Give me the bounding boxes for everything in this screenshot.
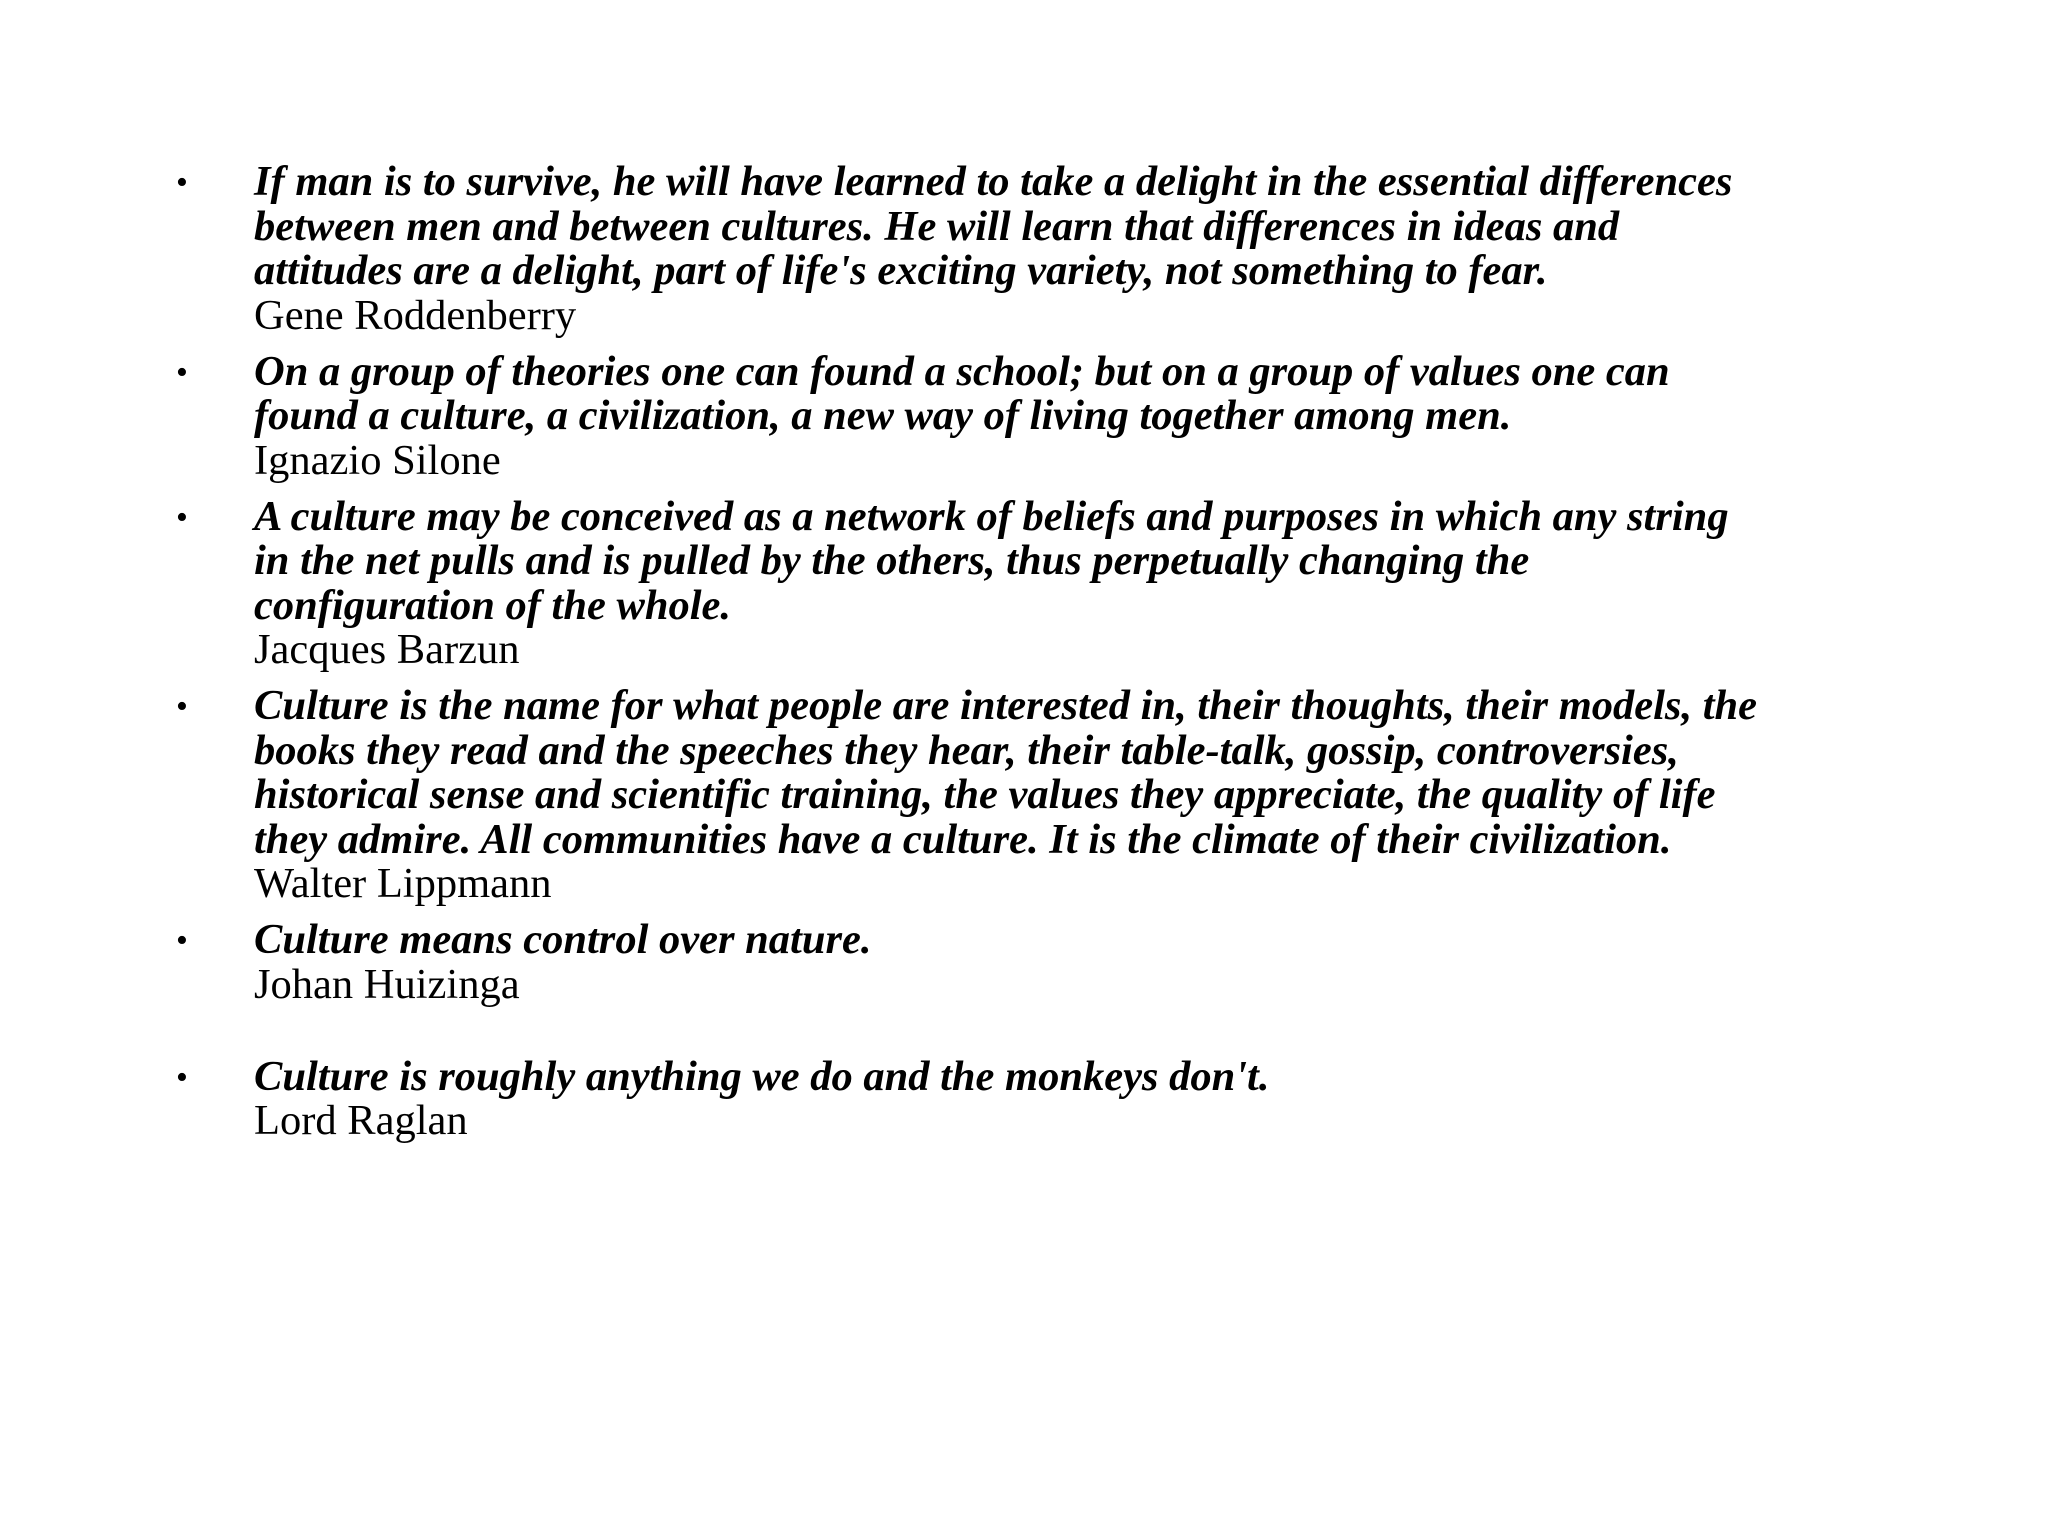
quote-author: Walter Lippmann: [254, 860, 552, 907]
list-item: [176, 684, 1896, 906]
quote-text: Culture means control over nature.: [254, 916, 872, 963]
list-item: [176, 347, 1896, 484]
quote-author: Lord Raglan: [254, 1097, 468, 1144]
bullet: •: [176, 164, 188, 201]
quote-author: Jacques Barzun: [254, 626, 520, 673]
quote-text: On a group of theories one can found a school; but on a group of values one can found a culture, a civilization, a new way of living together among men.: [254, 347, 1670, 439]
quote-author: Johan Huizinga: [254, 960, 520, 1008]
bullet: •: [176, 353, 188, 391]
quote-text: Culture is roughly anything we do and the monkeys don't.: [254, 1052, 1270, 1100]
quote-list: [176, 160, 1896, 1155]
quote-author: Ignazio Silone: [254, 436, 501, 484]
quote-text: A culture may be conceived as a network of beliefs and purposes in which any string in the net pulls and is pulled by the others, thus perpetually changing the configuration of the whole.: [254, 492, 1729, 629]
bullet: •: [176, 498, 188, 536]
quote-text: If man is to survive, he will have learned to take a delight in the essential differences between men and between cultures. He will learn that differences in ideas and attitudes are a delight, part of life's exciting variety, not something to fear.: [254, 158, 1733, 294]
list-item: [176, 1052, 1896, 1144]
bullet: •: [176, 688, 188, 725]
bullet: •: [176, 1058, 188, 1096]
list-item: [176, 918, 1896, 1007]
list-item: [176, 492, 1896, 673]
quote-author: Gene Roddenberry: [254, 291, 577, 339]
bullet: •: [176, 922, 188, 959]
list-item: [176, 160, 1896, 338]
quote-text: Culture is the name for what people are interested in, their thoughts, their models, the books they read and the speeches they hear, their table-talk, gossip, controversies, historical sense and scientific training, the values they appreciate, the quality of life they admire. All communities have a culture. It is the climate of their civilization.: [254, 682, 1758, 863]
